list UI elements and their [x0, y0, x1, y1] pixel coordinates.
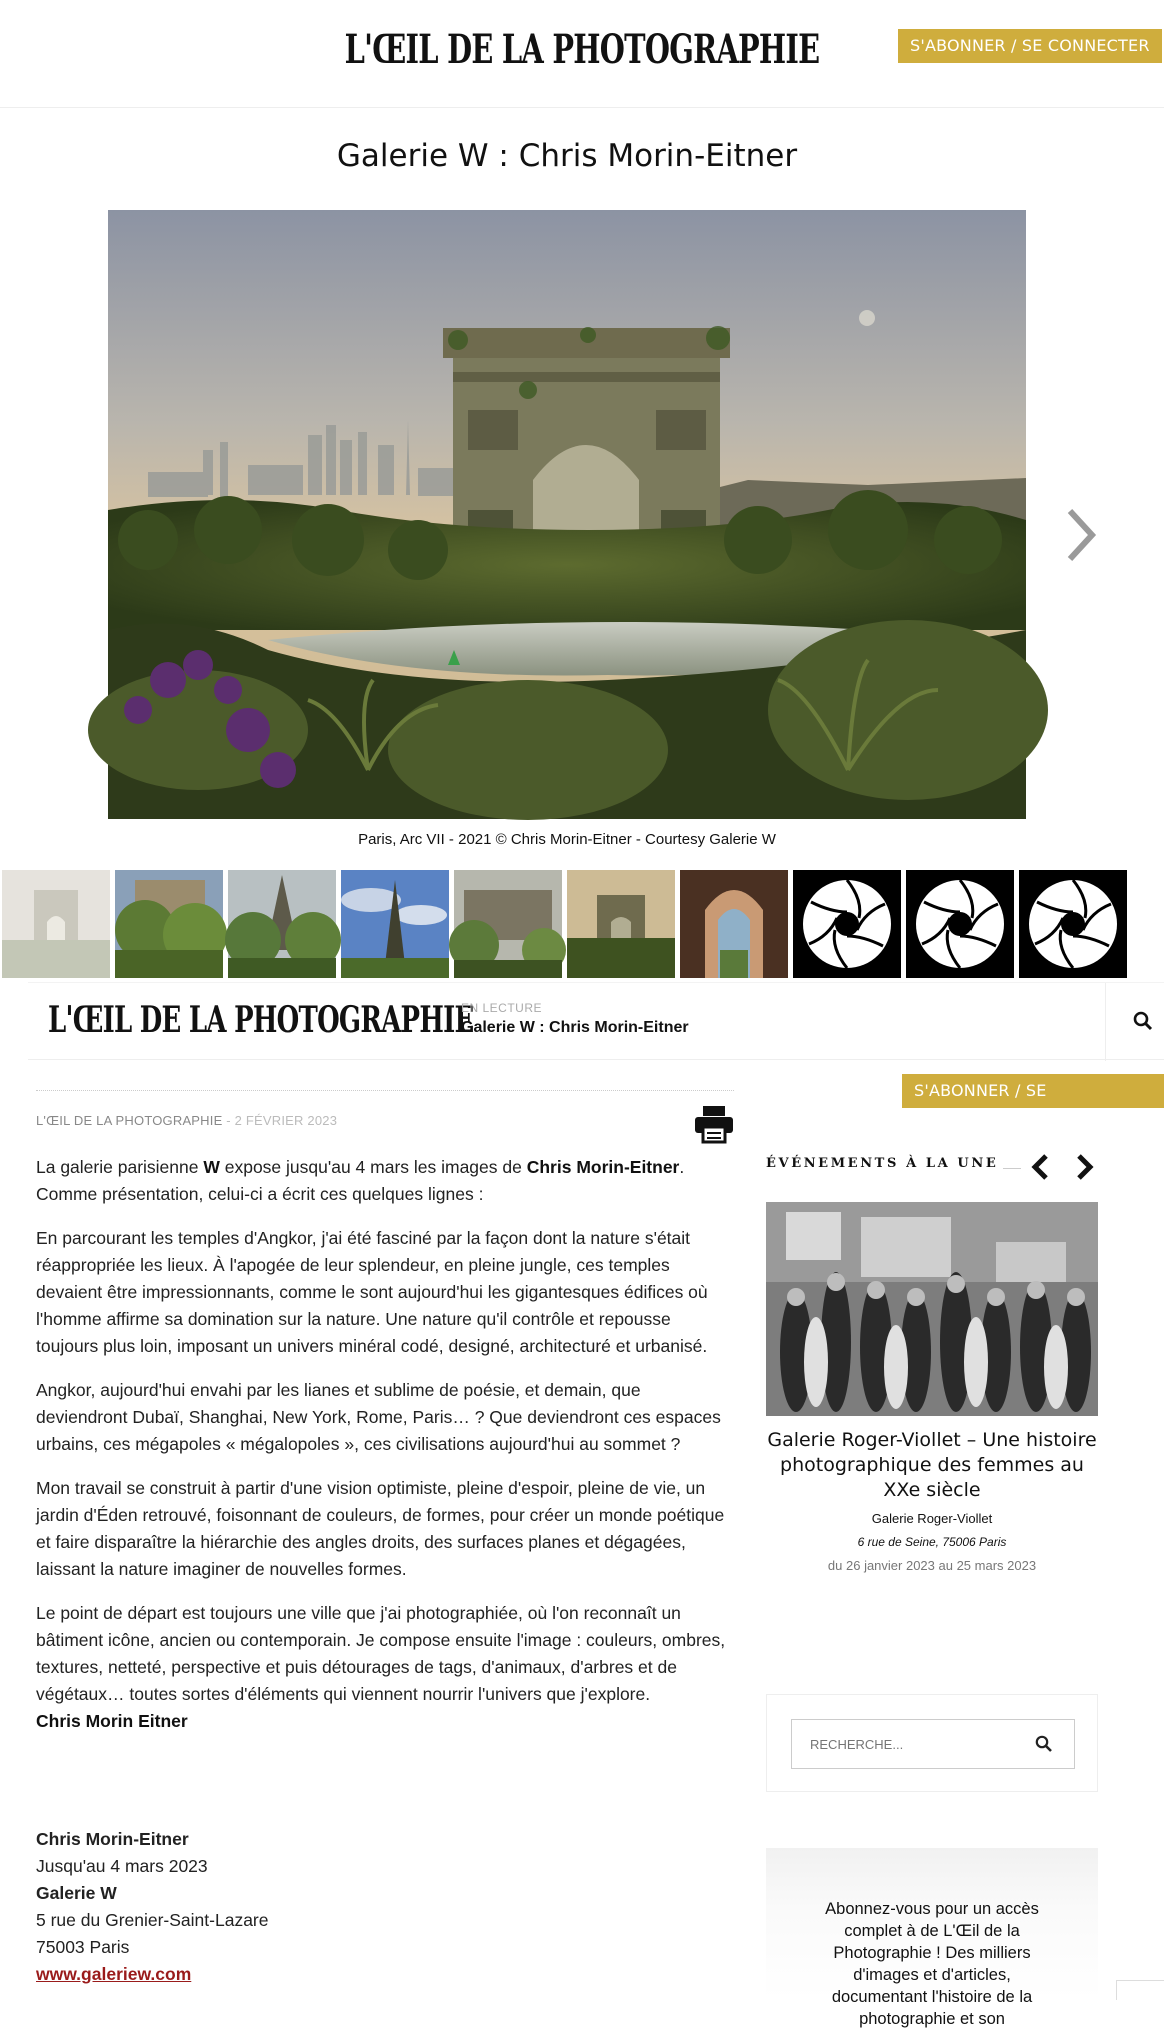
event-title[interactable]: Galerie Roger-Viollet – Une histoire photographique des femmes au XXe siècle — [767, 1429, 1097, 1501]
subscribe-promo[interactable] — [766, 1848, 1098, 2028]
search-icon[interactable] — [1035, 1735, 1053, 1753]
subscribe-button-secondary[interactable]: S'ABONNER / SE CONNECTER — [902, 1074, 1164, 1108]
article-signature: Chris Morin Eitner — [36, 1711, 188, 1731]
search-icon[interactable] — [1133, 1011, 1153, 1031]
info-street: 5 rue du Grenier-Saint-Lazare — [36, 1910, 269, 1930]
camera-shutter-icon[interactable] — [1019, 870, 1127, 978]
camera-shutter-icon[interactable] — [906, 870, 1014, 978]
sidebar-search-widget — [766, 1694, 1098, 1792]
thumbnail-7[interactable] — [680, 870, 788, 978]
gallery-title: Galerie W : Chris Morin-Eitner — [336, 138, 798, 174]
info-artist: Chris Morin-Eitner — [36, 1829, 189, 1849]
info-city: 75003 Paris — [36, 1937, 130, 1957]
meta-date: 2 FÉVRIER 2023 — [234, 1113, 338, 1128]
sticky-reading-bar — [28, 982, 1164, 1060]
article-paragraph: Angkor, aujourd'hui envahi par les lianes et sublime de poésie, et demain, que deviendront Dubaï, Shanghai, New York, Rome, Paris… ? Que deviendront ces espaces urbains, ces mégapoles « mégalopoles », ces civilisations aujourd'hui au sommet ? — [36, 1380, 721, 1454]
thumbnail-1[interactable] — [2, 870, 110, 978]
thumbnail-3[interactable] — [228, 870, 336, 978]
article-meta — [36, 1113, 337, 1128]
image-caption: Paris, Arc VII - 2021 © Chris Morin-Eitner - Courtesy Galerie W — [358, 831, 776, 848]
meta-separator: - — [222, 1113, 235, 1128]
chevron-right-icon[interactable] — [1062, 505, 1098, 565]
site-header — [0, 0, 1164, 108]
article-paragraph: Mon travail se construit à partir d'une vision optimiste, pleine d'espoir, pleine de vie, un jardin d'Éden retrouvé, foisonnant de couleurs, de formes, pour créer un monde poétique et faire disparaître la hiérarchie des angles droits, des surfaces planes et dégagées, laissant la nature imaginer de nouvelles formes. — [36, 1478, 725, 1579]
article-body — [36, 1154, 736, 1752]
reading-title: Galerie W : Chris Morin-Eitner — [461, 1019, 689, 1036]
sticky-logo[interactable]: L'ŒIL DE LA PHOTOGRAPHIE — [48, 999, 474, 1041]
divider — [1105, 983, 1106, 1061]
gallery-name: W — [203, 1157, 220, 1177]
event-dates: du 26 janvier 2023 au 25 mars 2023 — [827, 1558, 1037, 1573]
events-heading: ÉVÉNEMENTS À LA UNE — [766, 1156, 999, 1171]
gallery-website-link[interactable]: www.galeriew.com — [36, 1964, 192, 1984]
article-paragraph: Le point de départ est toujours une ville que j'ai photographiée, où l'on reconnaît un bâtiment icône, ancien ou contemporain. Je compose ensuite l'image : couleurs, ombres, textures, netteté, perspective et puis détourages de tags, d'animaux, d'arbres et de végétaux… toutes sortes d'éléments qui viennent nourrir l'univers que j'explore. Chris Morin Eitner — [36, 1603, 726, 1731]
event-address: 6 rue de Seine, 75006 Paris — [857, 1535, 1007, 1549]
search-input[interactable] — [791, 1719, 1075, 1769]
site-logo[interactable]: L'ŒIL DE LA PHOTOGRAPHIE — [344, 26, 820, 73]
reading-label: EN LECTURE — [461, 1001, 543, 1015]
info-until: Jusqu'au 4 mars 2023 — [36, 1856, 208, 1876]
exhibition-info — [36, 1826, 268, 1988]
article-paragraph: En parcourant les temples d'Angkor, j'ai été fasciné par la façon dont la nature s'était réappropriée les lieux. À l'apogée de leur splendeur, en pleine jungle, ces temples devaient être impressionnants, comme le sont aujourd'hui les gigantesques édifices où l'homme affirme sa domination sur la nature. Une nature qu'il contrôle et repousse toujours plus loin, imposant un univers minéral codé, designé, architecturé et urbanisé. — [36, 1228, 708, 1356]
arc-jungle-photo — [108, 210, 1026, 819]
event-image[interactable] — [766, 1202, 1098, 1416]
subscribe-button[interactable]: S'ABONNER / SE CONNECTER — [898, 29, 1162, 63]
info-gallery: Galerie W — [36, 1883, 117, 1903]
camera-shutter-icon[interactable] — [793, 870, 901, 978]
chevron-left-icon[interactable] — [1029, 1153, 1051, 1181]
print-icon[interactable] — [694, 1105, 734, 1143]
artist-name: Chris Morin-Eitner — [526, 1157, 680, 1177]
thumbnail-5[interactable] — [454, 870, 562, 978]
corner-widget[interactable] — [1116, 1980, 1164, 2000]
gallery-main-image[interactable] — [108, 210, 1026, 819]
event-venue: Galerie Roger-Viollet — [871, 1511, 993, 1526]
thumbnail-2[interactable] — [115, 870, 223, 978]
article-intro: La galerie parisienne W expose jusqu'au 4 mars les images de Chris Morin-Eitner. Comme présentation, celui-ci a écrit ces quelques lignes : — [36, 1157, 685, 1204]
chevron-right-icon[interactable] — [1074, 1153, 1096, 1181]
promo-text: Abonnez-vous pour un accès complet à de L'Œil de la Photographie ! Des milliers d'images et d'articles, documentant l'histoire de la photographie et son — [825, 1900, 1039, 2028]
thumbnail-6[interactable] — [567, 870, 675, 978]
divider — [36, 1090, 734, 1091]
divider — [1003, 1168, 1021, 1169]
thumbnail-4[interactable] — [341, 870, 449, 978]
meta-source[interactable]: L'ŒIL DE LA PHOTOGRAPHIE — [36, 1113, 223, 1128]
